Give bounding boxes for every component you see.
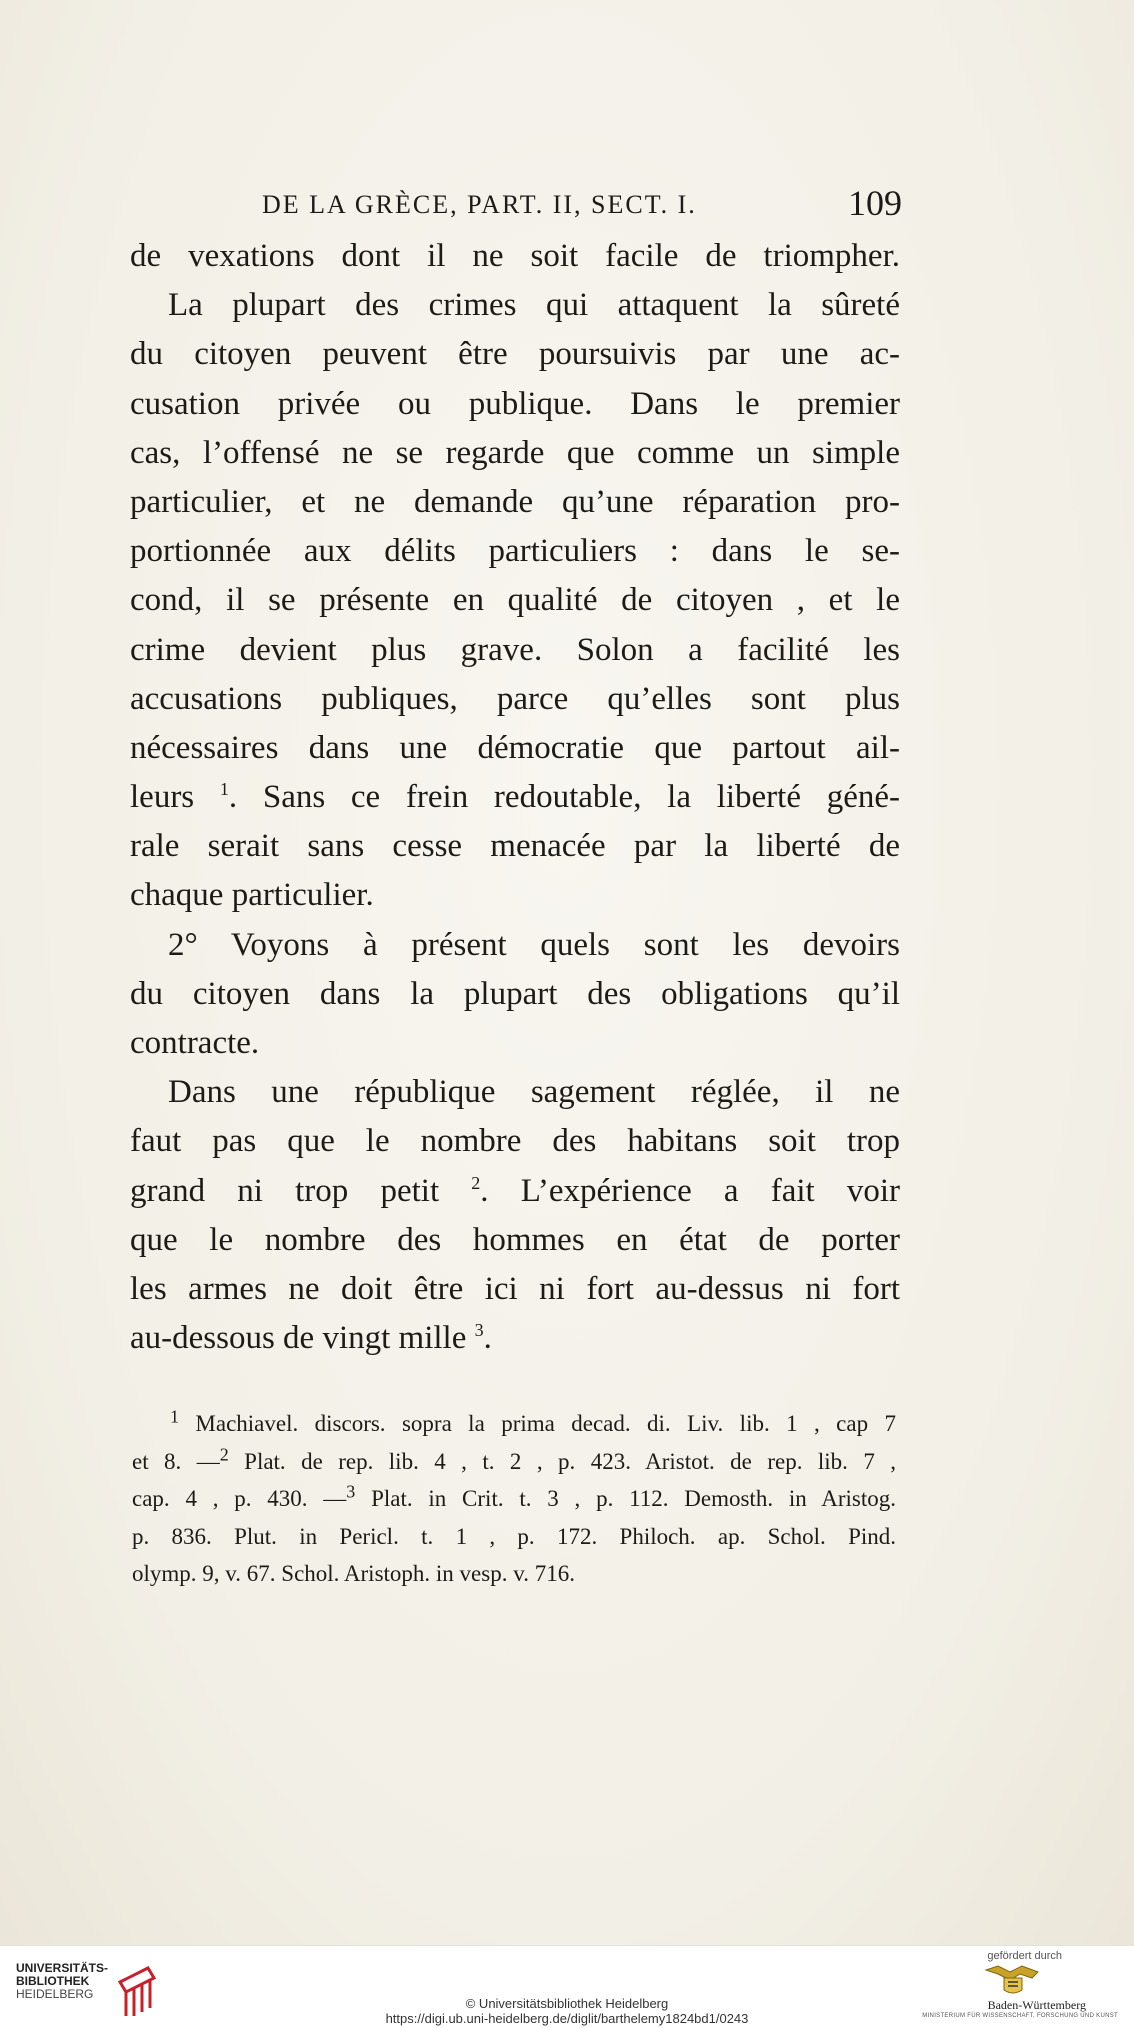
footnote-line: p. 836. Plut. in Pericl. t. 1 , p. 172. Philoch. ap. Schol. Pind. bbox=[132, 1523, 896, 1549]
text-line: accusations publiques, parce qu’elles sont plus bbox=[130, 680, 900, 717]
footnote-text: cap. 4 , p. 430. — bbox=[132, 1486, 347, 1512]
text-line: que le nombre des hommes en état de porter bbox=[130, 1221, 900, 1258]
footnote-mark: 2 bbox=[219, 1443, 229, 1464]
text-line: les armes ne doit être ici ni fort au-dessus ni fort bbox=[130, 1270, 900, 1307]
text-line: nécessaires dans une démocratie que partout ail- bbox=[130, 729, 900, 766]
funder-subtitle: MINISTERIUM FÜR WISSENSCHAFT, FORSCHUNG UND KUNST bbox=[922, 2013, 1118, 2019]
note-ref: 2 bbox=[471, 1172, 481, 1193]
text-line: cusation privée ou publique. Dans le premier bbox=[130, 385, 900, 422]
footnote-mark: 1 bbox=[170, 1406, 179, 1427]
text-line: faut pas que le nombre des habitans soit trop bbox=[130, 1123, 900, 1160]
text-line: Dans une république sagement réglée, il ne bbox=[168, 1074, 900, 1111]
text-line: cond, il se présente en qualité de citoyen , et le bbox=[130, 582, 900, 619]
note-ref: 3 bbox=[474, 1320, 484, 1341]
footnote-text: Plat. de rep. lib. 4 , t. 2 , p. 423. Aristot. de rep. lib. 7 , bbox=[244, 1448, 897, 1474]
text-line: La plupart des crimes qui attaquent la sûreté bbox=[168, 287, 900, 324]
text-line: du citoyen dans la plupart des obligations qu’il bbox=[130, 975, 900, 1012]
source-url-link[interactable]: https://digi.ub.uni-heidelberg.de/diglit/barthelemy1824bd1/0243 bbox=[385, 2011, 749, 2026]
text-line: rale serait sans cesse menacée par la liberté de bbox=[130, 828, 900, 865]
text-line: au-dessous de vingt mille $^3$. bbox=[130, 1320, 492, 1357]
copyright-text: © Universitätsbibliothek Heidelberg bbox=[465, 1996, 669, 2011]
footnote-line bbox=[132, 1405, 896, 1443]
footnote-text: Plat. in Crit. t. 3 , p. 112. Demosth. in Aristog. bbox=[371, 1486, 896, 1512]
footnotes bbox=[132, 1405, 896, 1593]
page-number: 109 bbox=[848, 183, 902, 223]
text-line: crime devient plus grave. Solon a facilité les bbox=[130, 631, 900, 668]
text-line: de vexations dont il ne soit facile de triompher. bbox=[130, 238, 900, 274]
text-line: portionnée aux délits particuliers : dans le se- bbox=[130, 533, 900, 570]
funder-name: Baden-Württemberg bbox=[987, 1998, 1086, 2012]
footnote-text: Machiavel. discors. sopra la prima decad. di. Liv. lib. 1 , cap 7 bbox=[195, 1411, 897, 1436]
library-name-line: HEIDELBERG bbox=[16, 1987, 94, 2001]
text-fragment: leurs bbox=[130, 779, 195, 816]
running-head: DE LA GRÈCE, PART. II, SECT. I. bbox=[262, 190, 697, 219]
text-line: contracte. bbox=[130, 1025, 260, 1061]
footnote-text: et 8. — bbox=[132, 1448, 220, 1474]
funder-label: gefördert durch bbox=[987, 1950, 1062, 1962]
digitization-footer bbox=[0, 1945, 1134, 2028]
text-line: 2° Voyons à présent quels sont les devoirs bbox=[168, 926, 900, 963]
footnote-mark: 3 bbox=[346, 1481, 356, 1502]
main-text bbox=[130, 232, 900, 1363]
text-fragment: . L’expérience a fait voir bbox=[480, 1172, 900, 1209]
footnote-line bbox=[132, 1443, 896, 1481]
text-fragment: au-dessous de vingt mille bbox=[130, 1320, 467, 1357]
text-line bbox=[130, 773, 900, 822]
footnote-line: olymp. 9, v. 67. Schol. Aristoph. in vesp. v. 716. bbox=[132, 1561, 575, 1587]
coat-of-arms-icon bbox=[980, 1964, 1046, 1996]
text-fragment: . Sans ce frein redoutable, la liberté géné- bbox=[228, 779, 900, 816]
text-line bbox=[130, 1167, 900, 1216]
library-name-line: BIBLIOTHEK bbox=[16, 1974, 90, 1988]
text-fragment: grand ni trop petit bbox=[130, 1172, 440, 1209]
text-line: particulier, et ne demande qu’une réparation pro- bbox=[130, 483, 900, 520]
library-name-line: UNIVERSITÄTS- bbox=[16, 1961, 109, 1975]
text-line: chaque particulier. bbox=[130, 877, 374, 914]
text-line: du citoyen peuvent être poursuivis par une ac- bbox=[130, 336, 900, 373]
text-line: cas, l’offensé ne se regarde que comme un simple bbox=[130, 434, 900, 471]
copyright-block bbox=[0, 1996, 1134, 2026]
footnote-line bbox=[132, 1480, 896, 1518]
note-ref: 1 bbox=[219, 779, 229, 800]
running-header bbox=[262, 183, 902, 223]
